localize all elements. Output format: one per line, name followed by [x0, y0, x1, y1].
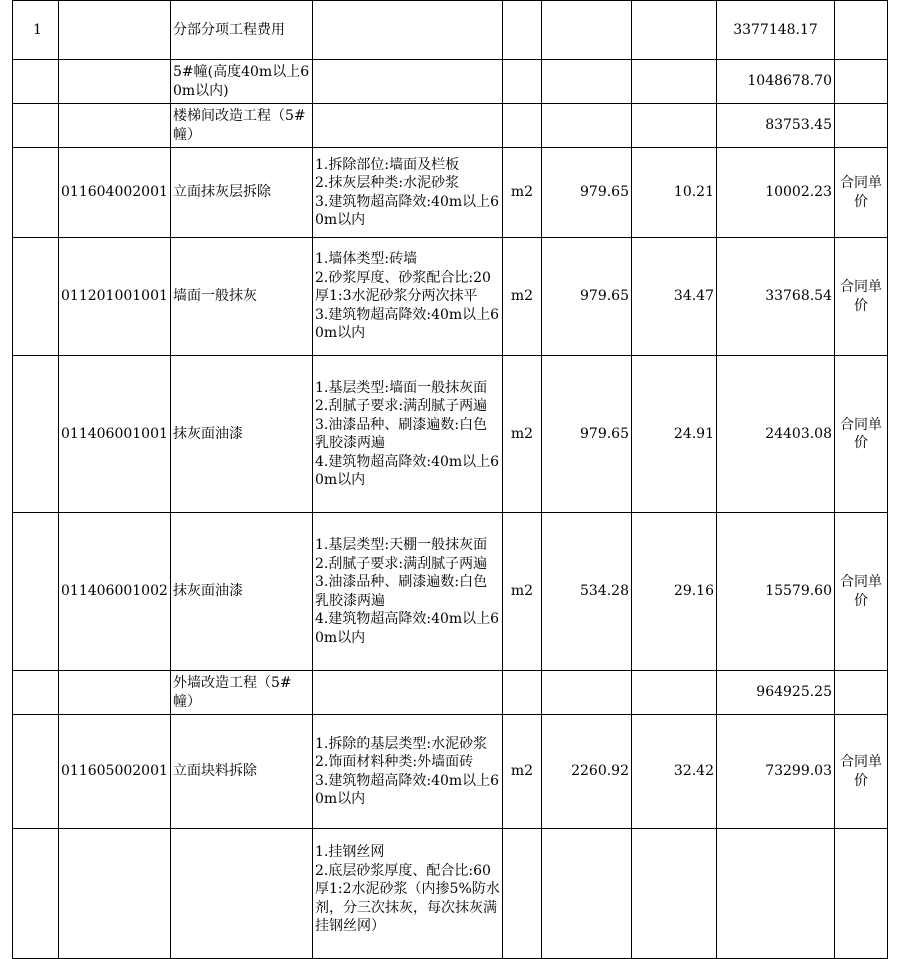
desc-line: 1.墙体类型:砖墙 [315, 251, 418, 268]
desc-line: 2.饰面材料种类:外墙面砖 [315, 754, 474, 770]
row-qty: 979.65 [542, 238, 632, 356]
row-qty [542, 671, 632, 715]
table-row [13, 356, 888, 513]
row-price [632, 1, 717, 60]
row-note: 合同单价 [835, 148, 888, 238]
row-name: 抹灰面油漆 [171, 513, 313, 671]
row-price: 34.47 [632, 238, 717, 356]
desc-line: 3.建筑物超高降效:40m以上60m以内 [315, 772, 500, 807]
row-total: 24403.08 [717, 356, 835, 513]
row-code [59, 829, 171, 959]
row-name: 抹灰面油漆 [171, 356, 313, 513]
row-note: 合同单价 [835, 356, 888, 513]
desc-line: 1.挂钢丝网 [315, 844, 385, 860]
desc-line: 4.建筑物超高降效:40m以上60m以内 [315, 453, 500, 488]
row-seq [13, 513, 59, 671]
row-qty [542, 104, 632, 148]
row-seq [13, 356, 59, 513]
row-note [835, 104, 888, 148]
table-row [13, 513, 888, 671]
row-note [835, 60, 888, 104]
desc-line: 2.刮腻子要求:满刮腻子两遍 [315, 555, 488, 572]
desc-line: 2.刮腻子要求:满刮腻子两遍 [315, 398, 488, 414]
row-code: 011604002001 [59, 148, 171, 238]
row-code [59, 60, 171, 104]
row-code: 011201001001 [59, 238, 171, 356]
row-name: 楼梯间改造工程（5#幢） [171, 104, 313, 148]
row-unit [503, 829, 542, 959]
desc-line: 3.建筑物超高降效:40m以上60m以内 [315, 306, 500, 342]
desc-line: 1.拆除的基层类型:水泥砂浆 [315, 735, 488, 752]
row-name: 墙面一般抹灰 [171, 238, 313, 356]
desc-line: 1.基层类型:天棚一般抹灰面 [315, 537, 488, 553]
row-unit: m2 [503, 238, 542, 356]
row-code [59, 671, 171, 715]
row-seq [13, 148, 59, 238]
row-price: 32.42 [632, 715, 717, 829]
row-code: 011605002001 [59, 715, 171, 829]
desc-line: 1.拆除部位:墙面及栏板 [315, 156, 460, 173]
desc-line: 2.砂浆厚度、砂浆配合比:20厚1:3水泥砂浆分两次抹平 [315, 269, 491, 305]
row-seq [13, 715, 59, 829]
bill-of-quantities-table [12, 0, 888, 959]
row-desc [313, 715, 503, 829]
row-total: 73299.03 [717, 715, 835, 829]
table-row [13, 148, 888, 238]
row-name: 立面抹灰层拆除 [171, 148, 313, 238]
row-code [59, 104, 171, 148]
row-desc [313, 829, 503, 959]
desc-line: 1.基层类型:墙面一般抹灰面 [315, 379, 488, 396]
row-desc [313, 1, 503, 60]
row-desc [313, 148, 503, 238]
row-desc [313, 671, 503, 715]
table-row [13, 715, 888, 829]
row-seq [13, 671, 59, 715]
row-desc [313, 356, 503, 513]
row-unit [503, 671, 542, 715]
desc-line: 3.油漆品种、刷漆遍数:白色乳胶漆两遍 [315, 416, 488, 451]
row-note: 合同单价 [835, 513, 888, 671]
table-row [13, 1, 888, 60]
table-row [13, 238, 888, 356]
row-price: 24.91 [632, 356, 717, 513]
row-unit [503, 1, 542, 60]
row-qty [542, 829, 632, 959]
row-price: 10.21 [632, 148, 717, 238]
row-total: 83753.45 [717, 104, 835, 148]
desc-line: 3.油漆品种、刷漆遍数:白色乳胶漆两遍 [315, 574, 488, 609]
row-code: 011406001001 [59, 356, 171, 513]
row-price: 29.16 [632, 513, 717, 671]
row-price [632, 60, 717, 104]
row-name [171, 829, 313, 959]
row-unit [503, 104, 542, 148]
row-price [632, 829, 717, 959]
row-name: 5#幢(高度40m以上60m以内) [171, 60, 313, 104]
row-desc [313, 104, 503, 148]
row-price [632, 671, 717, 715]
row-price [632, 104, 717, 148]
row-total: 3377148.17 [717, 1, 835, 60]
desc-line: 3.建筑物超高降效:40m以上60m以内 [315, 193, 500, 228]
row-qty [542, 1, 632, 60]
row-total: 1048678.70 [717, 60, 835, 104]
table-body [13, 1, 888, 959]
row-seq [13, 829, 59, 959]
row-name: 外墙改造工程（5#幢） [171, 671, 313, 715]
row-qty: 2260.92 [542, 715, 632, 829]
row-total: 15579.60 [717, 513, 835, 671]
row-seq [13, 104, 59, 148]
desc-line: 2.抹灰层种类:水泥砂浆 [315, 175, 460, 191]
row-qty: 979.65 [542, 356, 632, 513]
row-note [835, 671, 888, 715]
row-seq [13, 60, 59, 104]
row-seq [13, 238, 59, 356]
row-total [717, 829, 835, 959]
row-seq: 1 [13, 1, 59, 60]
table-row [13, 60, 888, 104]
row-unit: m2 [503, 715, 542, 829]
row-unit: m2 [503, 513, 542, 671]
row-note [835, 1, 888, 60]
row-unit [503, 60, 542, 104]
row-note: 合同单价 [835, 715, 888, 829]
row-desc [313, 238, 503, 356]
row-total: 33768.54 [717, 238, 835, 356]
row-name: 分部分项工程费用 [171, 1, 313, 60]
row-total: 10002.23 [717, 148, 835, 238]
desc-line: 4.建筑物超高降效:40m以上60m以内 [315, 611, 500, 646]
row-code [59, 1, 171, 60]
table-row [13, 671, 888, 715]
table-row [13, 829, 888, 959]
row-name: 立面块料拆除 [171, 715, 313, 829]
table-row [13, 104, 888, 148]
row-desc [313, 60, 503, 104]
row-qty: 979.65 [542, 148, 632, 238]
row-unit: m2 [503, 148, 542, 238]
desc-line: 2.底层砂浆厚度、配合比:60厚1:2水泥砂浆（内掺5%防水剂，分三次抹灰，每次抹灰满挂钢丝网） [315, 862, 500, 934]
row-total: 964925.25 [717, 671, 835, 715]
row-code: 011406001002 [59, 513, 171, 671]
row-qty: 534.28 [542, 513, 632, 671]
row-note [835, 829, 888, 959]
row-unit: m2 [503, 356, 542, 513]
row-qty [542, 60, 632, 104]
row-note: 合同单价 [835, 238, 888, 356]
row-desc [313, 513, 503, 671]
